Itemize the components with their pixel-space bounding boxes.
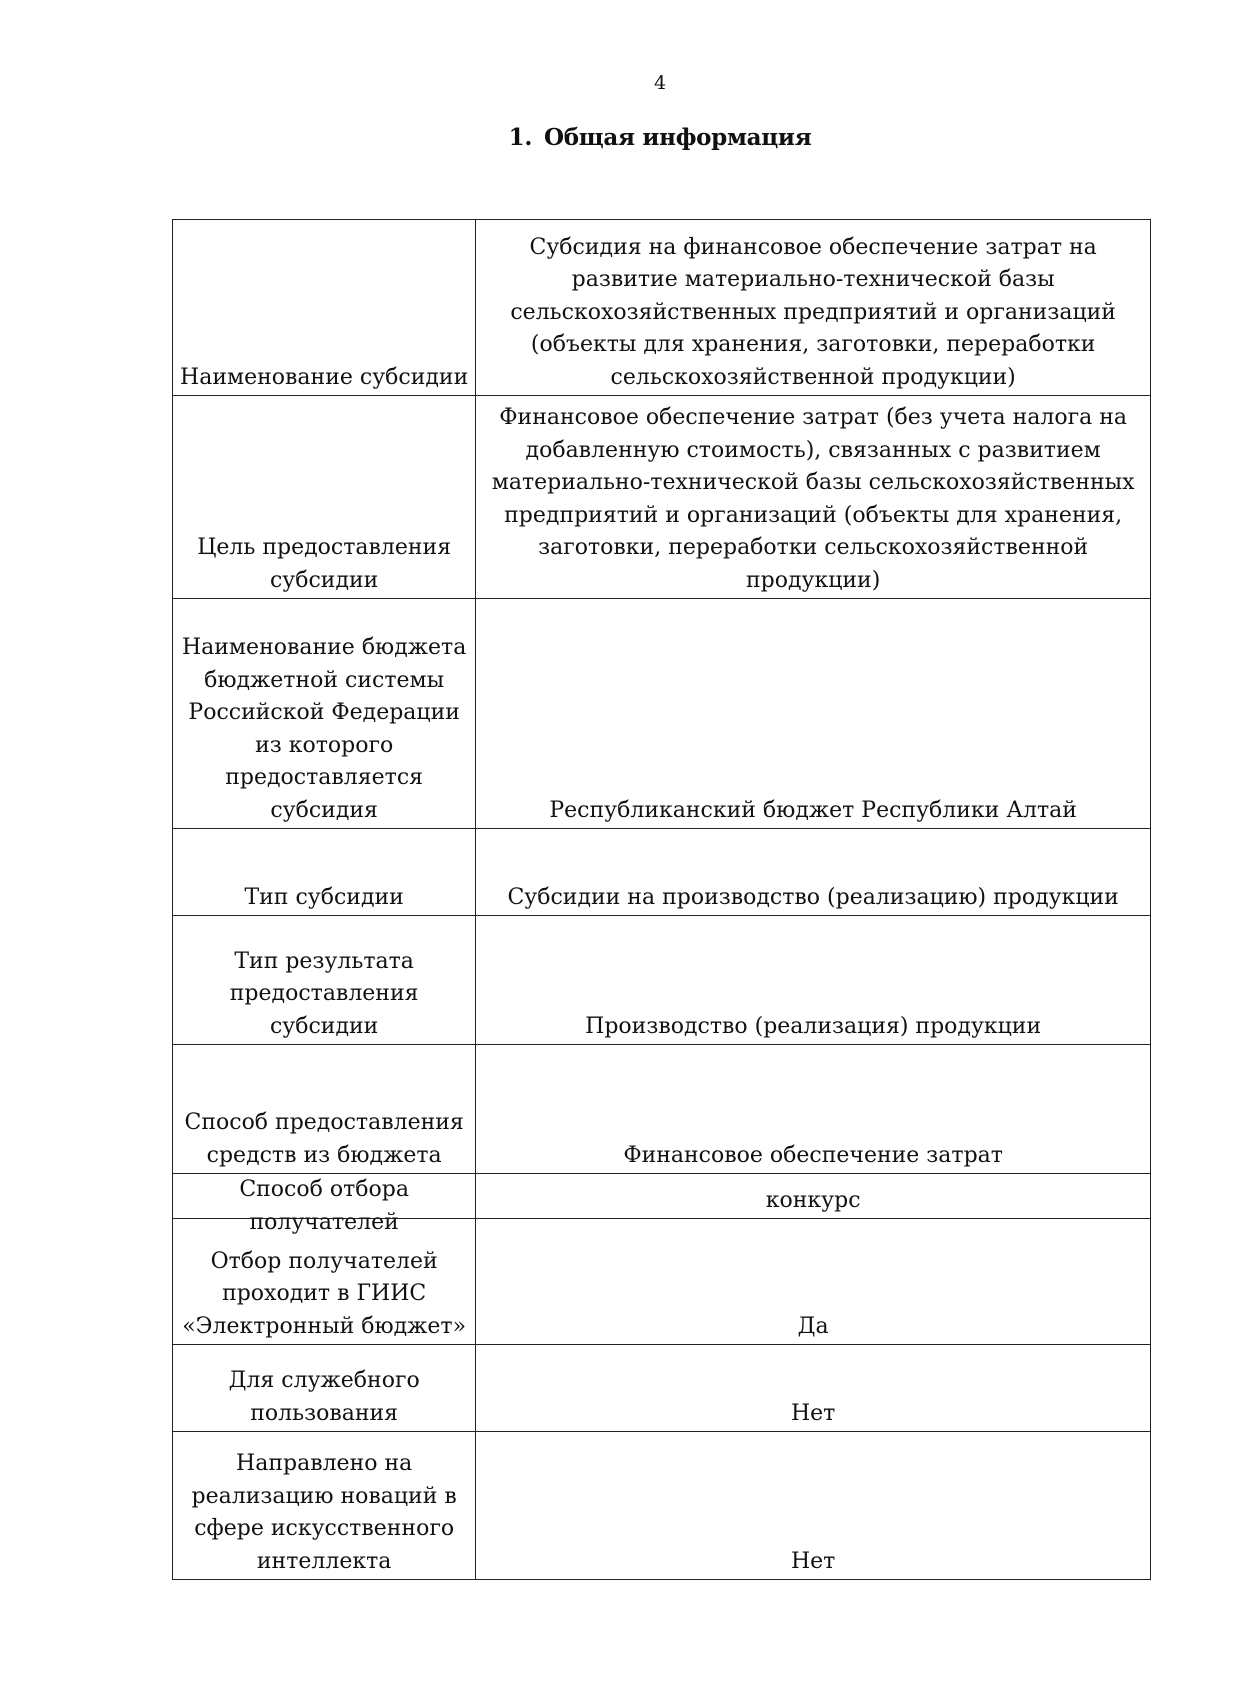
table-row xyxy=(173,1045,1151,1174)
row-value: Да xyxy=(476,1219,1151,1345)
row-value: Нет xyxy=(476,1345,1151,1432)
row-label: Способ отбора получателей xyxy=(239,1177,409,1235)
row-label: Отбор получателей проходит в ГИИС «Электронный бюджет» xyxy=(173,1219,476,1345)
table-row xyxy=(173,1345,1151,1432)
general-info-table xyxy=(172,219,1151,1580)
table-row xyxy=(173,1432,1151,1580)
row-label: Наименование субсидии xyxy=(173,220,476,396)
table-row xyxy=(173,916,1151,1045)
row-value: Субсидии на производство (реализацию) продукции xyxy=(476,829,1151,916)
table-row xyxy=(173,220,1151,396)
table-row xyxy=(173,396,1151,599)
row-value: Субсидия на финансовое обеспечение затрат на развитие материально-технической базы сельскохозяйственных предприятий и организаций (объекты для хранения, заготовки, переработки сельскохозяйственной продукции) xyxy=(476,220,1151,396)
section-title-text: Общая информация xyxy=(544,124,812,151)
row-label: Цель предоставления субсидии xyxy=(173,396,476,599)
row-label: Тип субсидии xyxy=(173,829,476,916)
row-label: Наименование бюджета бюджетной системы Российской Федерации из которого предоставляется субсидия xyxy=(173,599,476,829)
row-label: Тип результата предоставления субсидии xyxy=(173,916,476,1045)
row-value: Республиканский бюджет Республики Алтай xyxy=(476,599,1151,829)
table-row xyxy=(173,599,1151,829)
row-value: Производство (реализация) продукции xyxy=(476,916,1151,1045)
table-row xyxy=(173,829,1151,916)
page-number: 4 xyxy=(653,72,667,94)
row-value: конкурс xyxy=(476,1174,1151,1219)
row-label: Направлено на реализацию новаций в сфере искусственного интеллекта xyxy=(173,1432,476,1580)
row-label: Для служебного пользования xyxy=(173,1345,476,1432)
row-value: Нет xyxy=(476,1432,1151,1580)
section-title xyxy=(60,124,1260,151)
table-row xyxy=(173,1174,1151,1219)
row-label: Способ предоставления средств из бюджета xyxy=(173,1045,476,1174)
row-value: Финансовое обеспечение затрат xyxy=(476,1045,1151,1174)
section-number: 1. xyxy=(508,124,533,151)
row-value: Финансовое обеспечение затрат (без учета налога на добавленную стоимость), связанных с развитием материально-технической базы сельскохозяйственных предприятий и организаций (объекты для хранения, заготовки, переработки сельскохозяйственной продукции) xyxy=(476,396,1151,599)
